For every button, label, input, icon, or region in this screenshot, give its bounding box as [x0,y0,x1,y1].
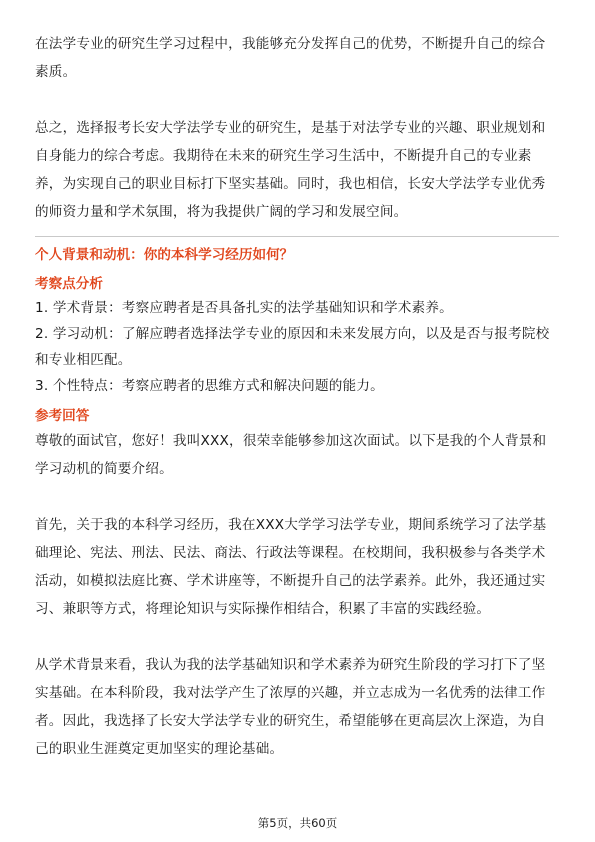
section-divider [35,236,559,237]
answer-paragraph: 尊敬的面试官，您好！我叫XXX，很荣幸能够参加这次面试。以下是我的个人背景和学习动机的简要介绍。 [35,433,547,477]
answer-heading: 参考回答 [35,408,90,424]
analysis-item: 3. 个性特点：考察应聘者的思维方式和解决问题的能力。 [35,378,384,394]
analysis-item: 2. 学习动机：了解应聘者选择法学专业的原因和未来发展方向，以及是否与报考院校和专业相匹配。 [35,326,550,368]
analysis-heading: 考察点分析 [35,276,103,292]
question-title: 个人背景和动机：你的本科学习经历如何？ [35,247,294,263]
page-number: 第5页，共60页 [257,816,338,830]
paragraph-intro-end: 在法学专业的研究生学习过程中，我能够充分发挥自己的优势，不断提升自己的综合素质。 [35,36,546,80]
page-content [35,30,559,763]
paragraph-conclusion: 总之，选择报考长安大学法学专业的研究生，是基于对法学专业的兴趣、职业规划和自身能力的综合考虑。我期待在未来的研究生学习生活中，不断提升自己的专业素养，为实现自己的职业目标打下坚实基础。同时，我也相信，长安大学法学专业优秀的师资力量和学术氛围，将为我提供广阔的学习和发展空间。 [35,120,546,220]
answer-paragraph: 首先，关于我的本科学习经历，我在XXX大学学习法学专业，期间系统学习了法学基础理论、宪法、刑法、民法、商法、行政法等课程。在校期间，我积极参与各类学术活动，如模拟法庭比赛、学术讲座等，不断提升自己的法学素养。此外，我还通过实习、兼职等方式，将理论知识与实际操作相结合，积累了丰富的实践经验。 [35,517,547,617]
analysis-item: 1. 学术背景：考察应聘者是否具备扎实的法学基础知识和学术素养。 [35,300,453,316]
answer-paragraph: 从学术背景来看，我认为我的法学基础知识和学术素养为研究生阶段的学习打下了坚实基础。在本科阶段，我对法学产生了浓厚的兴趣，并立志成为一名优秀的法律工作者。因此，我选择了长安大学法学专业的研究生，希望能够在更高层次上深造，为自己的职业生涯奠定更加坚实的理论基础。 [35,657,546,757]
